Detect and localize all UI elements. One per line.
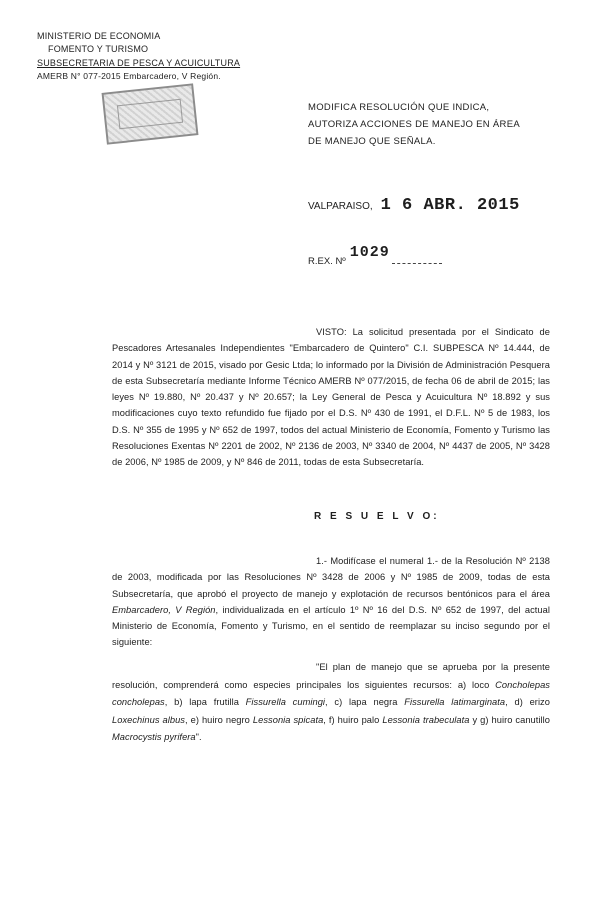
quote-h: ". bbox=[195, 732, 202, 743]
subsecretaria-line: SUBSECRETARIA DE PESCA Y ACUICULTURA bbox=[37, 58, 241, 68]
place: VALPARAISO, bbox=[308, 201, 373, 212]
dateline bbox=[308, 196, 520, 215]
quote-f: , f) huiro palo bbox=[323, 714, 383, 725]
species-2: Fissurella cumingi bbox=[245, 697, 326, 708]
official-stamp bbox=[102, 83, 199, 144]
species-4: Loxechinus albus bbox=[112, 714, 185, 725]
date-stamp: 1 6 ABR. 2015 bbox=[380, 196, 520, 215]
species-3: Fissurella latimarginata bbox=[404, 697, 506, 708]
resuelvo-heading: R E S U E L V O: bbox=[314, 511, 440, 522]
quote-g: y g) huiro canutillo bbox=[469, 714, 550, 725]
subject-heading: MODIFICA RESOLUCIÓN QUE INDICA, AUTORIZA ACCIONES DE MANEJO EN ÁREA DE MANEJO QUE SEÑALA. bbox=[308, 102, 520, 147]
rex-number: 1029 bbox=[349, 244, 390, 261]
article-1-text-a: 1.- Modifícase el numeral 1.- de la Resolución Nº 2138 de 2003, modificada por las Resoluciones Nº 3428 de 2006 y Nº 1985 de 2009, todas de esta Subsecretaría, que aprobó el proyecto de manejo y explotación de recursos bentónicos para el área bbox=[112, 556, 550, 599]
quote-b: , b) lapa frutilla bbox=[164, 697, 246, 708]
ministry-line-2: FOMENTO Y TURISMO bbox=[48, 44, 149, 54]
article-1-text-b: , individualizada en el artículo 1º Nº 16 del D.S. Nº 652 de 1997, del actual Ministerio de Economía, Fomento y Turismo, en el sentido de reemplazar su inciso segundo por el siguiente: bbox=[112, 604, 550, 648]
visto-paragraph: VISTO: La solicitud presentada por el Sindicato de Pescadores Artesanales Independientes "Embarcadero de Quintero" C.I. SUBPESCA Nº 14.444, de 2014 y Nº 3121 de 2015, visado por Gesic Ltda; lo informado por la División de Administración Pesquera de esta Subsecretaría mediante Informe Técnico AMERB Nº 077/2015, de fecha 06 de abril de 2015; las leyes Nº 19.880, Nº 20.437 y Nº 20.657; la Ley General de Pesca y Acuicultura Nº 18.892 y sus modificaciones cuyo texto refundido fue fijado por el D.S. Nº 430 de 1991, el D.F.L. Nº 5 de 1983, los D.S. Nº 355 de 1995 y Nº 652 de 1997, todos del actual Ministerio de Economía, Fomento y Turismo las Resoluciones Exentas Nº 2201 de 2002, Nº 2136 de 2003, Nº 3340 de 2004, Nº 4437 de 2005, Nº 3428 de 2006, Nº 1985 de 2009, y Nº 846 de 2011, todas de esta Subsecretaría. bbox=[112, 327, 550, 468]
article-1-paragraph bbox=[112, 553, 550, 651]
ministry-line: MINISTERIO DE ECONOMIA bbox=[37, 31, 161, 41]
quoted-paragraph bbox=[112, 659, 550, 747]
stamp-seal bbox=[117, 99, 183, 130]
rex-label: R.EX. Nº bbox=[308, 256, 346, 267]
species-5: Lessonia spicata bbox=[252, 714, 324, 725]
quote-d: , d) erizo bbox=[505, 697, 550, 708]
area-name: Embarcadero, V Región bbox=[112, 604, 216, 615]
species-1: Concholepas concholepas bbox=[112, 679, 550, 708]
quote-a: "El plan de manejo que se aprueba por la presente resolución, comprenderá como especies principales los siguientes recursos: a) loco bbox=[112, 662, 550, 690]
quote-e: , e) huiro negro bbox=[185, 714, 253, 725]
reference-line: AMERB N° 077-2015 Embarcadero, V Región. bbox=[37, 71, 221, 81]
species-7: Macrocystis pyrifera bbox=[112, 732, 196, 743]
resolution-number bbox=[308, 244, 442, 269]
species-6: Lessonia trabeculata bbox=[382, 714, 470, 725]
quote-c: , c) lapa negra bbox=[325, 697, 405, 708]
rex-rule bbox=[392, 263, 442, 264]
